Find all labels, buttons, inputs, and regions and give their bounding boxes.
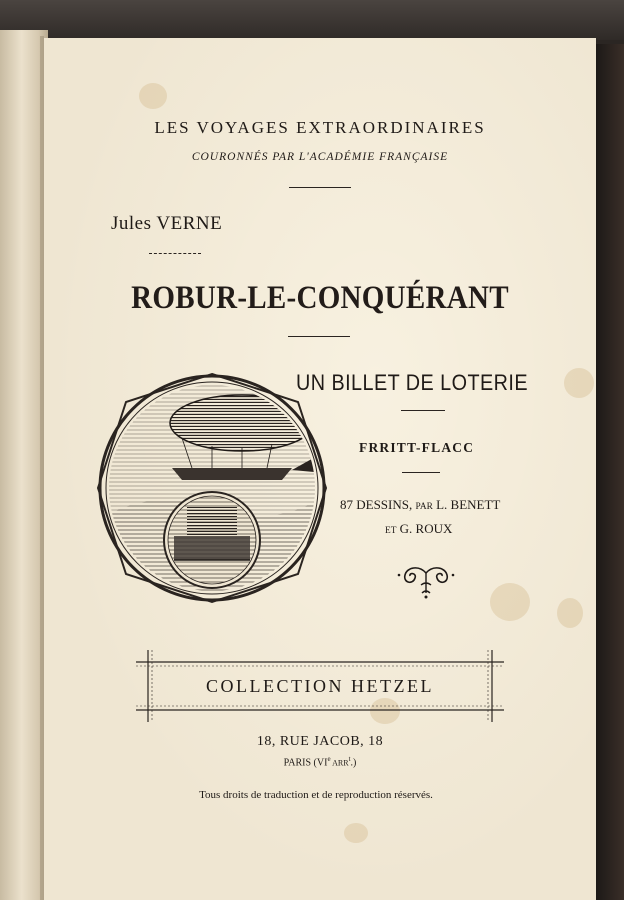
par-label: PAR bbox=[415, 502, 433, 512]
city-text: PARIS (VI bbox=[283, 757, 328, 769]
city-sup: e bbox=[327, 755, 331, 763]
publisher-city bbox=[220, 755, 420, 768]
artist-name: L. BENETT bbox=[436, 497, 501, 512]
city-sup: t bbox=[348, 755, 351, 763]
background-shadow bbox=[0, 0, 624, 40]
city-end: .) bbox=[350, 757, 357, 769]
foxing-stain bbox=[490, 583, 530, 621]
foxing-stain bbox=[344, 823, 368, 843]
book-title: ROBUR-LE-CONQUÉRANT bbox=[131, 280, 509, 316]
et-label: ET bbox=[385, 526, 397, 536]
author-first-name: Jules bbox=[111, 213, 152, 234]
rights-notice: Tous droits de traduction et de reproduction réservés. bbox=[199, 789, 433, 801]
foxing-stain bbox=[564, 368, 594, 398]
city-arr: ARR bbox=[330, 758, 349, 768]
engraving-medallion bbox=[92, 368, 332, 608]
illustration-count: 87 bbox=[340, 497, 353, 512]
collection-name: COLLECTION HETZEL bbox=[206, 676, 434, 696]
divider bbox=[402, 472, 440, 473]
ornament-icon bbox=[395, 565, 457, 599]
illustration-credit-line1 bbox=[340, 497, 500, 513]
foxing-stain bbox=[139, 83, 167, 109]
foxing-stain bbox=[557, 598, 583, 628]
divider bbox=[289, 187, 351, 188]
divider bbox=[149, 253, 201, 254]
companion-title-2: FRRITT-FLACC bbox=[359, 440, 475, 455]
artist-name: G. ROUX bbox=[399, 521, 453, 536]
publisher-address: 18, RUE JACOB, 18 bbox=[256, 734, 384, 749]
book-cover-edge bbox=[596, 44, 624, 900]
series-subtitle: COURONNÉS PAR L'ACADÉMIE FRANÇAISE bbox=[191, 151, 449, 163]
divider bbox=[288, 336, 350, 337]
dessins-label: DESSINS, bbox=[356, 497, 413, 512]
author-last-name: VERNE bbox=[156, 213, 223, 234]
series-title: LES VOYAGES EXTRAORDINAIRES bbox=[154, 118, 486, 137]
author-name bbox=[111, 213, 222, 235]
divider bbox=[401, 410, 445, 411]
illustration-credit-line2 bbox=[385, 521, 452, 537]
companion-title: UN BILLET DE LOTERIE bbox=[296, 370, 529, 395]
